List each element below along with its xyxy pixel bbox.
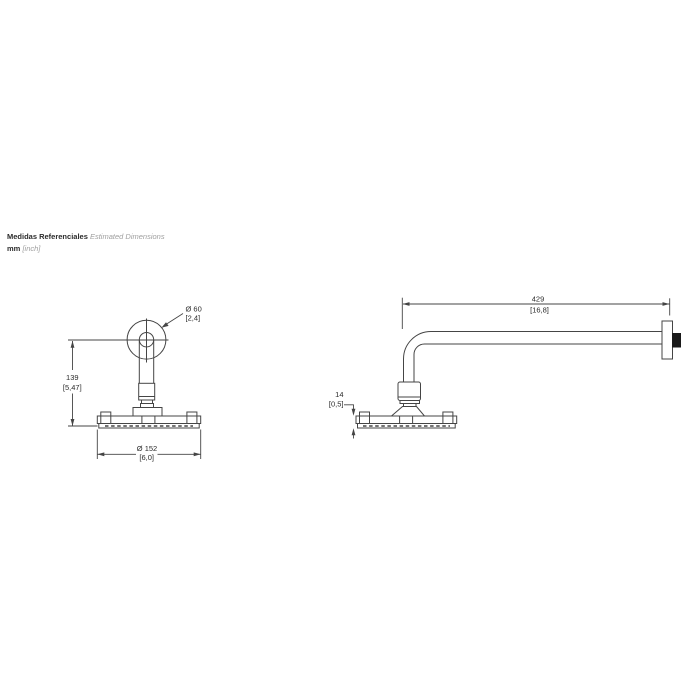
swivel-nut-lower xyxy=(141,404,154,408)
shower-arm-side xyxy=(392,332,663,417)
dim-152-inch-label: [6,0] xyxy=(139,452,154,462)
dimension-arm-length xyxy=(402,295,669,329)
dim-60-mm-label: Ø 60 xyxy=(185,304,202,314)
dimension-mount-height xyxy=(63,341,98,426)
dim-429-inch-label: [16,8] xyxy=(530,305,549,315)
shower-head-disc-front xyxy=(97,412,200,428)
units-inch-label: [inch] xyxy=(22,244,41,253)
dim-429-mm-label: 429 xyxy=(531,294,545,304)
title-english: Estimated Dimensions xyxy=(89,232,165,241)
dim-14-mm-label: 14 xyxy=(335,390,344,399)
disc-rim-band xyxy=(97,416,200,424)
flange-plate xyxy=(662,321,673,359)
disc-tab-right xyxy=(443,412,453,416)
swivel-nut-upper xyxy=(142,400,153,404)
dimension-head-diameter xyxy=(97,430,200,462)
shower-arm-front xyxy=(133,340,162,416)
arm-inner-edge xyxy=(414,344,662,382)
dimension-flange-diameter xyxy=(161,305,201,328)
dim-139-inch-label: [5,47] xyxy=(62,383,82,392)
arm-sleeve xyxy=(139,383,155,400)
dim-139-mm-label: 139 xyxy=(66,373,79,382)
dimension-head-thickness xyxy=(329,390,355,439)
head-connector-block xyxy=(133,408,162,417)
arm-outer-edge xyxy=(404,332,663,383)
leader-bracket xyxy=(344,405,354,410)
disc-tab-right xyxy=(187,412,197,416)
side-view-drawing xyxy=(329,295,681,439)
connector-cone xyxy=(392,407,425,417)
shower-head-disc-side xyxy=(356,412,457,428)
front-view-drawing xyxy=(63,305,202,462)
threaded-nipple xyxy=(673,334,681,348)
wall-flange-side xyxy=(662,321,681,359)
dim-152-mm-label: Ø 152 xyxy=(136,444,158,453)
title-spanish: Medidas Referenciales xyxy=(7,232,88,241)
disc-center-hub xyxy=(142,416,155,424)
disc-tab-left xyxy=(101,412,111,416)
disc-rim-band xyxy=(356,416,457,424)
units-mm-label: mm xyxy=(7,244,21,253)
disc-center-hub xyxy=(400,416,413,424)
disc-tab-left xyxy=(360,412,370,416)
arm-sleeve xyxy=(398,382,421,401)
dim-60-inch-label: [2,4] xyxy=(185,313,201,323)
dim-14-inch-label: [0,5] xyxy=(328,399,344,409)
